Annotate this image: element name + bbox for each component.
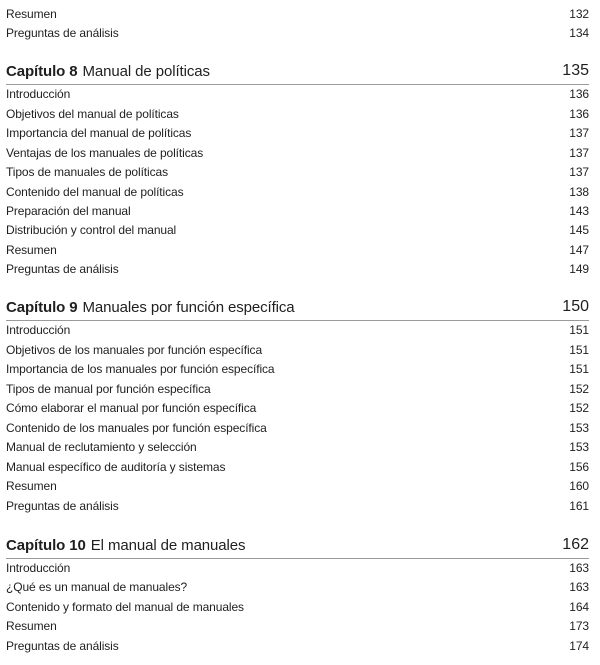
toc-entry-page: 163	[569, 580, 589, 594]
toc-entry-label: ¿Qué es un manual de manuales?	[6, 580, 188, 594]
chapter-page: 162	[562, 536, 589, 553]
toc-entry	[6, 558, 589, 578]
toc-entry-label: Contenido del manual de políticas	[6, 185, 184, 199]
toc-entry	[6, 182, 589, 202]
toc-entry-label: Resumen	[6, 243, 57, 257]
toc-entry	[6, 616, 589, 636]
toc-entry-label: Manual específico de auditoría y sistemas	[6, 460, 226, 474]
toc-entry-label: Resumen	[6, 7, 57, 21]
chapter-page: 135	[562, 62, 589, 79]
toc-entry	[6, 340, 589, 360]
toc-entry	[6, 359, 589, 379]
toc-entry-label: Introducción	[6, 561, 71, 575]
toc-entry-page: 137	[569, 165, 589, 179]
toc-entry-label: Preguntas de análisis	[6, 499, 119, 513]
toc-entry	[6, 104, 589, 124]
chapter-page: 150	[562, 298, 589, 315]
toc-entry-page: 152	[569, 401, 589, 415]
toc-entry-page: 136	[569, 107, 589, 121]
toc-entry	[6, 437, 589, 457]
chapter-label: Capítulo 8	[6, 62, 78, 80]
chapter-label: Capítulo 10	[6, 536, 86, 554]
toc-entry-label: Contenido y formato del manual de manuales	[6, 600, 244, 614]
toc-entry-page: 151	[569, 323, 589, 337]
toc-entry-label: Preparación del manual	[6, 204, 131, 218]
chapter-heading-8	[6, 57, 589, 85]
toc-entry-page: 164	[569, 600, 589, 614]
toc-entry-page: 149	[569, 262, 589, 276]
toc-entry	[6, 201, 589, 221]
toc-entry-label: Cómo elaborar el manual por función específica	[6, 401, 257, 415]
toc-entry-page: 132	[569, 7, 589, 21]
toc-entry-page: 143	[569, 204, 589, 218]
toc-entry-page: 145	[569, 223, 589, 237]
toc-entry-page: 160	[569, 479, 589, 493]
toc-entry-label: Resumen	[6, 619, 57, 633]
toc-entry	[6, 123, 589, 143]
toc-entry-page: 163	[569, 561, 589, 575]
toc-entry-page: 161	[569, 499, 589, 513]
toc-entry-page: 147	[569, 243, 589, 257]
toc-entry	[6, 476, 589, 496]
toc-entry	[6, 240, 589, 260]
toc-entry-label: Preguntas de análisis	[6, 262, 119, 276]
toc-entry	[6, 259, 589, 279]
toc-entry-page: 136	[569, 87, 589, 101]
toc-entry-label: Tipos de manual por función específica	[6, 382, 211, 396]
toc-entry	[6, 23, 589, 43]
toc-entry-label: Objetivos de los manuales por función específica	[6, 343, 263, 357]
toc-entry-label: Importancia del manual de políticas	[6, 126, 192, 140]
toc-entry	[6, 597, 589, 617]
toc-entry	[6, 84, 589, 104]
toc-entry	[6, 457, 589, 477]
toc-entry	[6, 220, 589, 240]
toc-entry	[6, 143, 589, 163]
chapter-title: Manual de políticas	[82, 62, 210, 80]
chapter-title: El manual de manuales	[90, 536, 246, 554]
toc-entry-page: 134	[569, 26, 589, 40]
toc-entry-page: 137	[569, 126, 589, 140]
toc-entry-page: 153	[569, 440, 589, 454]
toc-entry-page: 173	[569, 619, 589, 633]
toc-entry	[6, 398, 589, 418]
toc-entry-page: 174	[569, 639, 589, 653]
toc-entry	[6, 577, 589, 597]
toc-entry-label: Resumen	[6, 479, 57, 493]
toc-entry-page: 151	[569, 343, 589, 357]
toc-entry-page: 138	[569, 185, 589, 199]
toc-entry-page: 152	[569, 382, 589, 396]
toc-entry-label: Ventajas de los manuales de políticas	[6, 146, 204, 160]
chapter-heading-10	[6, 531, 589, 559]
toc-entry-label: Introducción	[6, 87, 71, 101]
toc-entry-page: 151	[569, 362, 589, 376]
toc-entry	[6, 636, 589, 656]
toc-entry-label: Preguntas de análisis	[6, 26, 119, 40]
chapter-label: Capítulo 9	[6, 298, 78, 316]
toc-entry-label: Introducción	[6, 323, 71, 337]
toc-entry	[6, 418, 589, 438]
toc-entry-label: Contenido de los manuales por función específica	[6, 421, 267, 435]
toc-entry-label: Manual de reclutamiento y selección	[6, 440, 197, 454]
chapter-heading-9	[6, 293, 589, 321]
toc-entry-label: Preguntas de análisis	[6, 639, 119, 653]
toc-entry	[6, 320, 589, 340]
toc-entry-label: Distribución y control del manual	[6, 223, 177, 237]
toc-entry	[6, 379, 589, 399]
toc-entry-label: Importancia de los manuales por función específica	[6, 362, 275, 376]
toc-entry	[6, 4, 589, 24]
toc-entry	[6, 496, 589, 516]
toc-entry-label: Tipos de manuales de políticas	[6, 165, 168, 179]
toc-entry-page: 153	[569, 421, 589, 435]
toc-entry	[6, 162, 589, 182]
toc-entry-label: Objetivos del manual de políticas	[6, 107, 179, 121]
toc-entry-page: 137	[569, 146, 589, 160]
toc-entry-page: 156	[569, 460, 589, 474]
chapter-title: Manuales por función específica	[82, 298, 295, 316]
